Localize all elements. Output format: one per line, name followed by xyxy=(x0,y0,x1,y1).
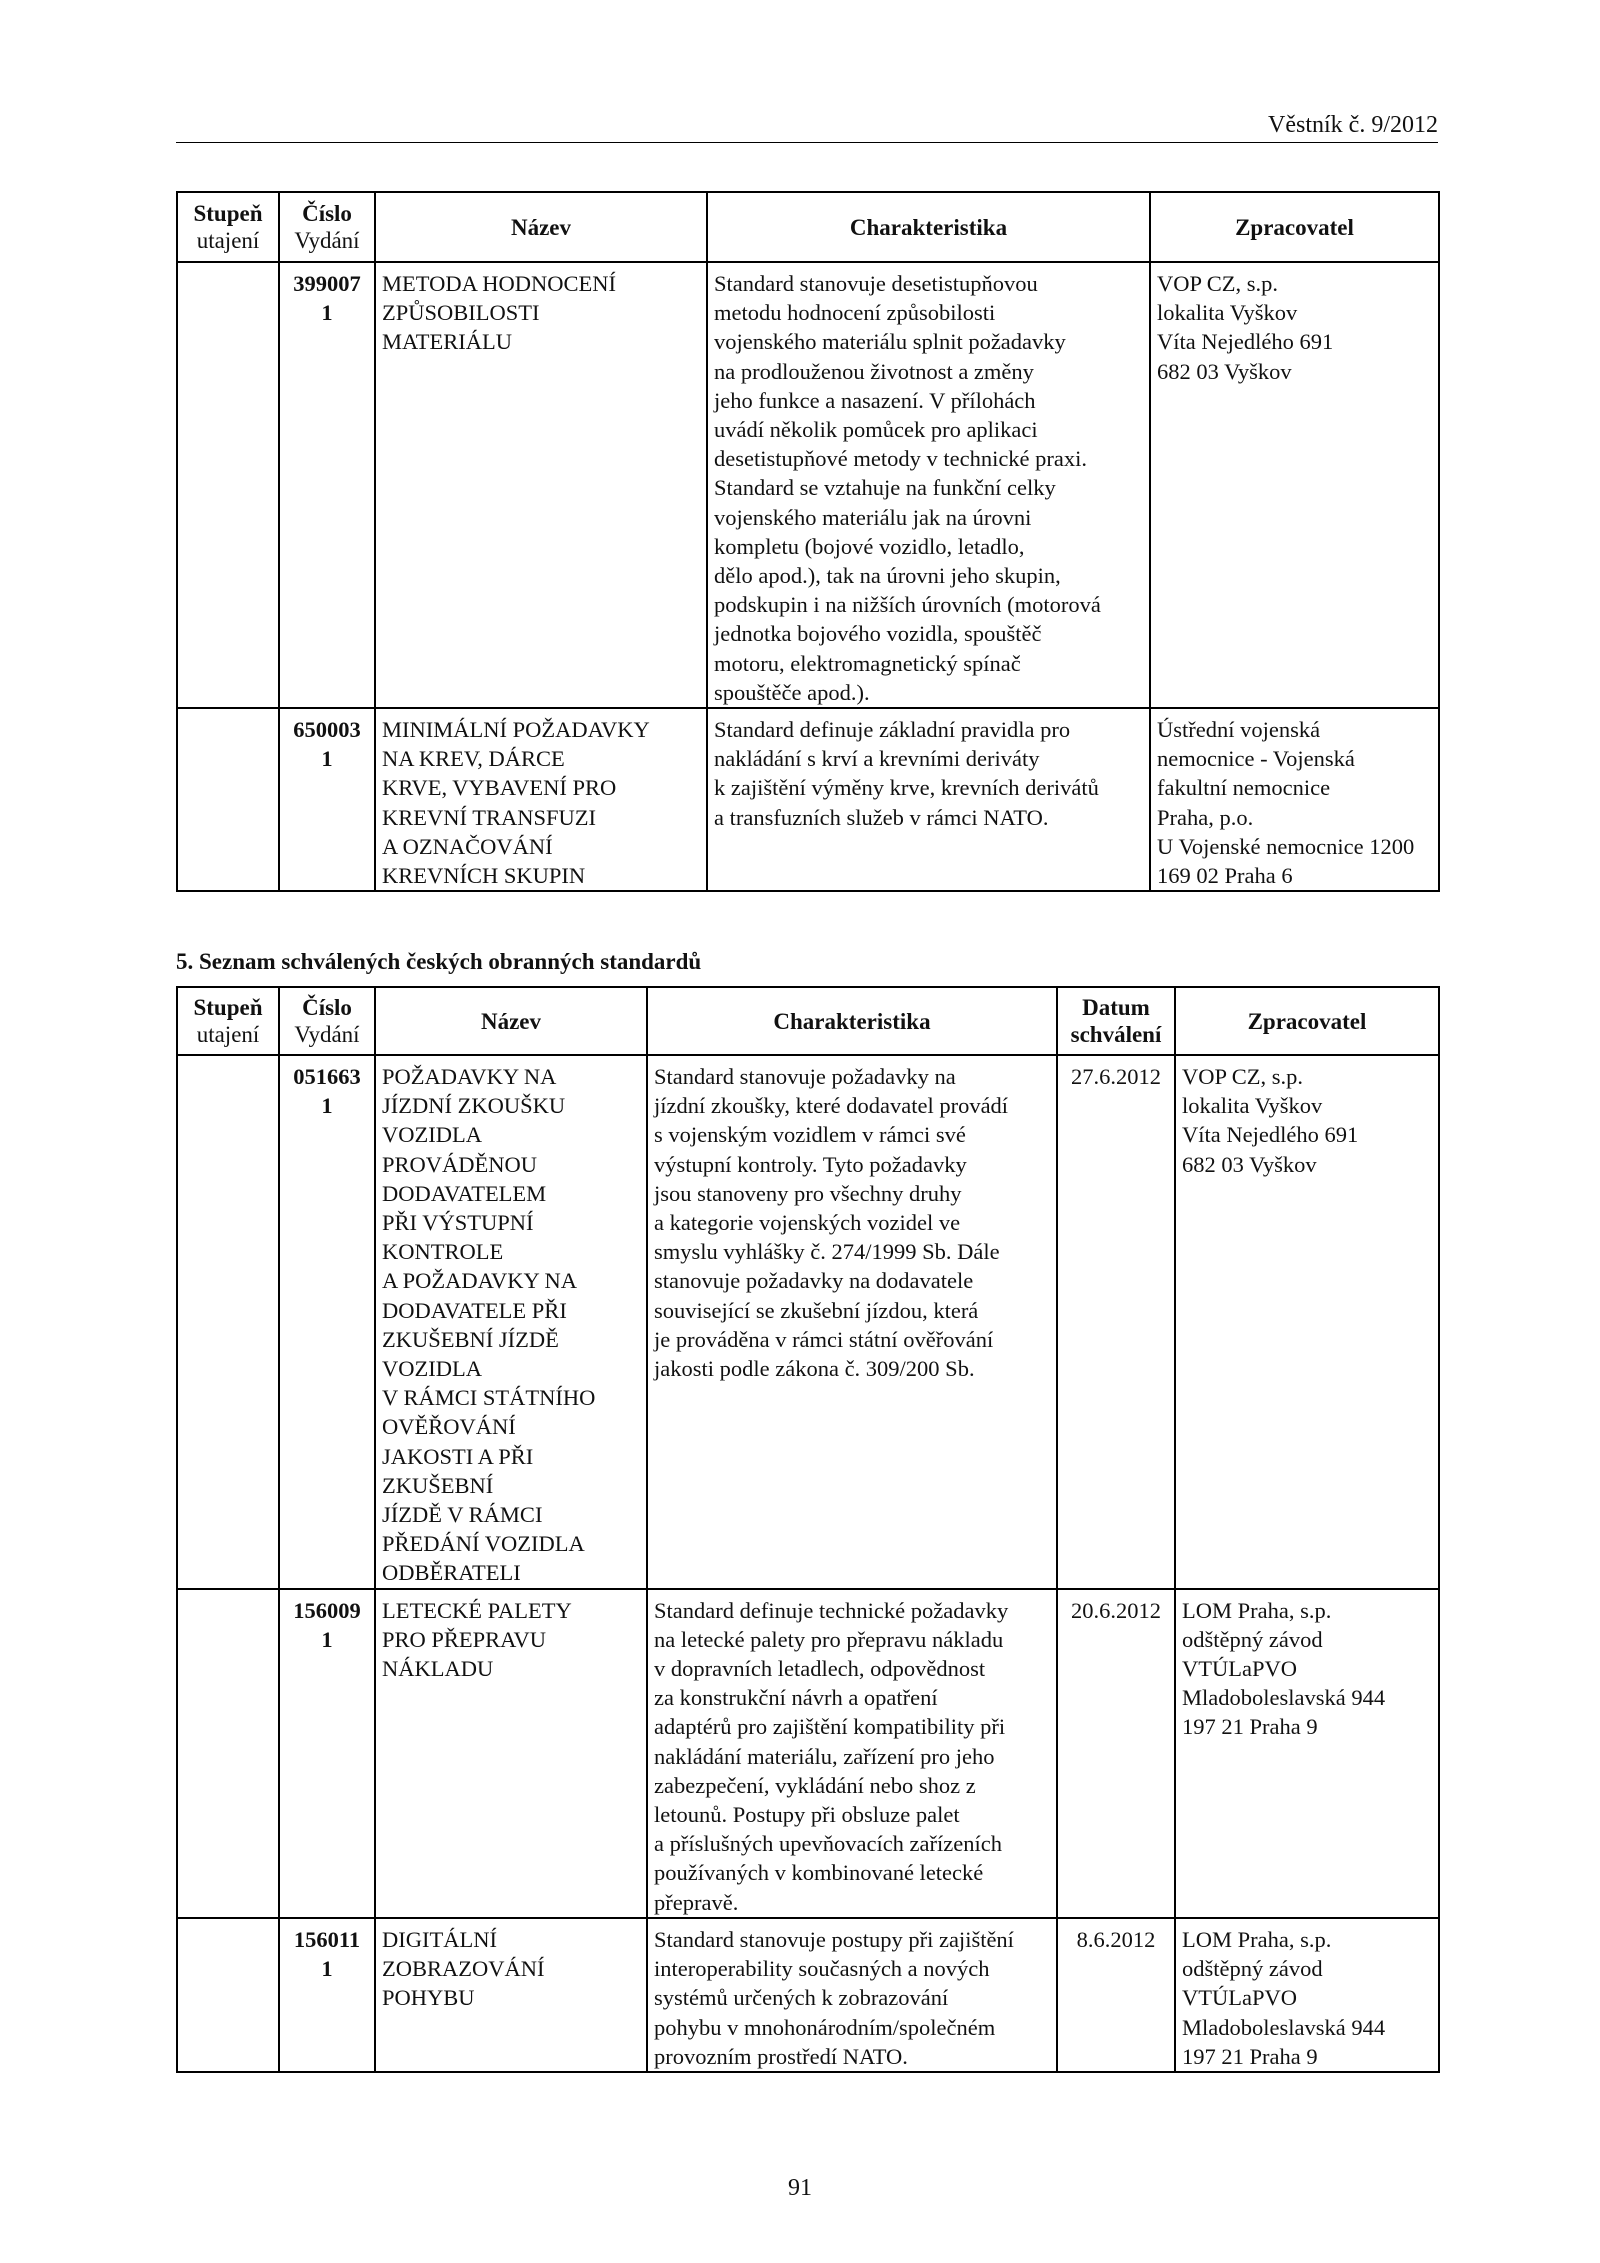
standards-table-1 xyxy=(176,191,1440,892)
zpracovatel-cell-line: odštěpný závod xyxy=(1182,1956,1323,1982)
zpracovatel-cell-line: 197 21 Praha 9 xyxy=(1182,1714,1318,1740)
section-title: 5. Seznam schválených českých obranných standardů xyxy=(176,949,702,974)
page-header xyxy=(176,110,1438,143)
zpracovatel-cell-line: lokalita Vyškov xyxy=(1157,300,1298,326)
datum-cell xyxy=(1057,1589,1175,1918)
zpracovatel-cell xyxy=(1175,1589,1439,1918)
charakteristika-cell-line: Standard stanovuje postupy při zajištění xyxy=(654,1926,1014,1952)
cislo-cell-value: 1 xyxy=(321,746,333,772)
nazev-cell-line: KRVE, VYBAVENÍ PRO xyxy=(382,775,617,801)
nazev-cell xyxy=(375,1589,647,1918)
table-row xyxy=(177,708,1439,891)
zpracovatel-cell-line: 197 21 Praha 9 xyxy=(1182,2043,1318,2069)
datum-cell-value: 27.6.2012 xyxy=(1071,1064,1161,1089)
zpracovatel-cell-line: Praha, p.o. xyxy=(1157,804,1254,830)
charakteristika-cell-line: jízdní zkoušky, které dodavatel provádí xyxy=(654,1093,1009,1119)
nazev-cell xyxy=(375,262,707,708)
col-stupen-header: Stupeň utajení xyxy=(177,192,279,262)
nazev-cell-line: POHYBU xyxy=(382,1985,475,2011)
nazev-cell-line: KREVNÍCH SKUPIN xyxy=(382,863,586,889)
charakteristika-cell-line: na letecké palety pro přepravu nákladu xyxy=(654,1626,1004,1652)
charakteristika-cell-line: a kategorie vojenských vozidel ve xyxy=(654,1210,961,1236)
charakteristika-cell-line: vojenského materiálu splnit požadavky xyxy=(714,329,1066,355)
zpracovatel-cell xyxy=(1175,1055,1439,1589)
charakteristika-cell-line: motoru, elektromagnetický spínač xyxy=(714,650,1021,676)
table-row xyxy=(177,1589,1439,1918)
page-number: 91 xyxy=(788,2175,812,2201)
zpracovatel-cell-line: VOP CZ, s.p. xyxy=(1182,1064,1304,1089)
zpracovatel-cell-line: Víta Nejedlého 691 xyxy=(1182,1122,1359,1148)
charakteristika-cell-line: za konstrukční návrh a opatření xyxy=(654,1685,938,1711)
charakteristika-cell-line: letounů. Postupy při obsluze palet xyxy=(654,1802,960,1828)
nazev-cell-line: JAKOSTI A PŘI xyxy=(382,1443,534,1469)
nazev-cell-line: ZPŮSOBILOSTI xyxy=(382,300,540,326)
zpracovatel-cell-line: VOP CZ, s.p. xyxy=(1157,271,1279,296)
nazev-cell-line: A OZNAČOVÁNÍ xyxy=(382,833,553,859)
zpracovatel-cell-line: LOM Praha, s.p. xyxy=(1182,1597,1332,1623)
cislo-cell xyxy=(279,1055,375,1589)
charakteristika-cell-line: a transfuzních služeb v rámci NATO. xyxy=(714,804,1049,830)
zpracovatel-cell-line: Ústřední vojenská xyxy=(1157,717,1321,743)
col-cislo-header: Číslo Vydání xyxy=(279,987,375,1055)
table-row xyxy=(177,262,1439,708)
zpracovatel-cell-line: VTÚLaPVO xyxy=(1182,1656,1297,1682)
charakteristika-cell-line: Standard se vztahuje na funkční celky xyxy=(714,475,1056,501)
standards-table-2 xyxy=(176,986,1440,2073)
col-zpracovatel-header: Zpracovatel xyxy=(1175,987,1439,1055)
cislo-cell-value: 1 xyxy=(321,1626,333,1652)
nazev-cell-line: ODBĚRATELI xyxy=(382,1560,521,1586)
nazev-cell-line: DODAVATELEM xyxy=(382,1180,547,1206)
col-zpracovatel-header: Zpracovatel xyxy=(1150,192,1439,262)
charakteristika-cell-line: související se zkušební jízdou, která xyxy=(654,1297,979,1323)
stupen-cell xyxy=(177,1918,279,2072)
nazev-cell-line: JÍZDNÍ ZKOUŠKU xyxy=(382,1093,566,1119)
cislo-cell-value: 051663 xyxy=(293,1064,361,1089)
charakteristika-cell-line: pohybu v mnohonárodním/společném xyxy=(654,2014,996,2040)
col-charakteristika-header: Charakteristika xyxy=(707,192,1150,262)
stupen-cell xyxy=(177,262,279,708)
charakteristika-cell xyxy=(707,708,1150,891)
col-nazev-header: Název xyxy=(375,987,647,1055)
nazev-cell-line: PŘI VÝSTUPNÍ xyxy=(382,1210,534,1236)
zpracovatel-cell-line: 682 03 Vyškov xyxy=(1157,358,1292,384)
nazev-cell xyxy=(375,708,707,891)
charakteristika-cell-line: jakosti podle zákona č. 309/200 Sb. xyxy=(654,1356,975,1382)
nazev-cell-line: JÍZDĚ V RÁMCI xyxy=(382,1502,543,1528)
charakteristika-cell-line: je prováděna v rámci státní ověřování xyxy=(654,1326,994,1352)
charakteristika-cell-line: stanovuje požadavky na dodavatele xyxy=(654,1268,974,1294)
zpracovatel-cell-line: Mladoboleslavská 944 xyxy=(1182,2014,1386,2040)
zpracovatel-cell xyxy=(1175,1918,1439,2072)
datum-cell-value: 20.6.2012 xyxy=(1071,1597,1161,1623)
charakteristika-cell-line: smyslu vyhlášky č. 274/1999 Sb. Dále xyxy=(654,1239,1000,1265)
charakteristika-cell-line: interoperability současných a nových xyxy=(654,1956,990,1982)
zpracovatel-cell-line: VTÚLaPVO xyxy=(1182,1985,1297,2011)
nazev-cell-line: ZOBRAZOVÁNÍ xyxy=(382,1956,545,1982)
charakteristika-cell-line: provozním prostředí NATO. xyxy=(654,2043,908,2069)
col-nazev-header: Název xyxy=(375,192,707,262)
charakteristika-cell-line: zabezpečení, vykládání nebo shoz z xyxy=(654,1772,976,1798)
charakteristika-cell-line: používaných v kombinované letecké xyxy=(654,1860,984,1886)
nazev-cell-line: PROVÁDĚNOU xyxy=(382,1151,538,1177)
table-row xyxy=(177,1918,1439,2072)
nazev-cell-line: DIGITÁLNÍ xyxy=(382,1926,497,1952)
col-cislo-header: Číslo Vydání xyxy=(279,192,375,262)
stupen-cell xyxy=(177,1589,279,1918)
cislo-cell xyxy=(279,1589,375,1918)
zpracovatel-cell xyxy=(1150,708,1439,891)
cislo-cell xyxy=(279,708,375,891)
charakteristika-cell-line: adaptérů pro zajištění kompatibility při xyxy=(654,1714,1006,1740)
zpracovatel-cell-line: Mladoboleslavská 944 xyxy=(1182,1685,1386,1711)
cislo-cell-value: 1 xyxy=(321,1093,333,1119)
nazev-cell-line: METODA HODNOCENÍ xyxy=(382,271,616,296)
nazev-cell-line: MINIMÁLNÍ POŽADAVKY xyxy=(382,717,650,743)
charakteristika-cell-line: Standard stanovuje desetistupňovou xyxy=(714,271,1038,296)
charakteristika-cell-line: jednotka bojového vozidla, spouštěč xyxy=(714,621,1042,647)
nazev-cell-line: VOZIDLA xyxy=(382,1122,482,1148)
charakteristika-cell-line: desetistupňové metody v technické praxi. xyxy=(714,446,1088,472)
charakteristika-cell-line: Standard stanovuje požadavky na xyxy=(654,1064,956,1089)
stupen-cell xyxy=(177,708,279,891)
stupen-cell xyxy=(177,1055,279,1589)
col-datum-header: Datum schválení xyxy=(1057,987,1175,1055)
charakteristika-cell xyxy=(647,1589,1057,1918)
charakteristika-cell-line: na prodlouženou životnost a změny xyxy=(714,358,1034,384)
col-charakteristika-header: Charakteristika xyxy=(647,987,1057,1055)
datum-cell xyxy=(1057,1918,1175,2072)
zpracovatel-cell-line: 169 02 Praha 6 xyxy=(1157,863,1293,889)
charakteristika-cell-line: podskupin i na nižších úrovních (motorová xyxy=(714,592,1101,618)
zpracovatel-cell-line: U Vojenské nemocnice 1200 xyxy=(1157,833,1415,859)
nazev-cell-line: A POŽADAVKY NA xyxy=(382,1268,578,1294)
nazev-cell-line: KREVNÍ TRANSFUZI xyxy=(382,804,596,830)
charakteristika-cell-line: a příslušných upevňovacích zařízeních xyxy=(654,1831,1002,1857)
charakteristika-cell-line: s vojenským vozidlem v rámci své xyxy=(654,1122,966,1148)
charakteristika-cell-line: v dopravních letadlech, odpovědnost xyxy=(654,1656,986,1682)
charakteristika-cell-line: spouštěče apod.). xyxy=(714,679,870,705)
charakteristika-cell-line: Standard definuje základní pravidla pro xyxy=(714,717,1071,743)
cislo-cell xyxy=(279,1918,375,2072)
charakteristika-cell-line: Standard definuje technické požadavky xyxy=(654,1597,1009,1623)
charakteristika-cell-line: přepravě. xyxy=(654,1889,739,1915)
cislo-cell-value: 156011 xyxy=(293,1926,361,1952)
charakteristika-cell-line: metodu hodnocení způsobilosti xyxy=(714,300,996,326)
cislo-cell-value: 1 xyxy=(321,1956,333,1982)
zpracovatel-cell xyxy=(1150,262,1439,708)
charakteristika-cell-line: dělo apod.), tak na úrovni jeho skupin, xyxy=(714,563,1061,589)
charakteristika-cell-line: jeho funkce a nasazení. V přílohách xyxy=(714,387,1036,413)
table-row xyxy=(177,1055,1439,1589)
zpracovatel-cell-line: LOM Praha, s.p. xyxy=(1182,1926,1332,1952)
nazev-cell-line: DODAVATELE PŘI xyxy=(382,1297,567,1323)
nazev-cell-line: LETECKÉ PALETY xyxy=(382,1597,572,1623)
nazev-cell xyxy=(375,1055,647,1589)
zpracovatel-cell-line: nemocnice - Vojenská xyxy=(1157,746,1355,772)
cislo-cell-value: 1 xyxy=(321,300,333,326)
nazev-cell-line: PRO PŘEPRAVU xyxy=(382,1626,547,1652)
zpracovatel-cell-line: odštěpný závod xyxy=(1182,1626,1323,1652)
charakteristika-cell-line: nakládání materiálu, zařízení pro jeho xyxy=(654,1743,995,1769)
nazev-cell-line: POŽADAVKY NA xyxy=(382,1064,557,1089)
datum-cell xyxy=(1057,1055,1175,1589)
col-stupen-header: Stupeň utajení xyxy=(177,987,279,1055)
zpracovatel-cell-line: 682 03 Vyškov xyxy=(1182,1151,1317,1177)
charakteristika-cell-line: vojenského materiálu jak na úrovni xyxy=(714,504,1032,530)
charakteristika-cell-line: jsou stanoveny pro všechny druhy xyxy=(654,1180,962,1206)
charakteristika-cell-line: kompletu (bojové vozidlo, letadlo, xyxy=(714,533,1025,559)
nazev-cell-line: NÁKLADU xyxy=(382,1656,494,1682)
nazev-cell-line: ZKUŠEBNÍ xyxy=(382,1472,494,1498)
zpracovatel-cell-line: Víta Nejedlého 691 xyxy=(1157,329,1334,355)
cislo-cell-value: 399007 xyxy=(293,271,361,296)
charakteristika-cell-line: nakládání s krví a krevními deriváty xyxy=(714,746,1040,772)
nazev-cell-line: PŘEDÁNÍ VOZIDLA xyxy=(382,1531,585,1557)
nazev-cell xyxy=(375,1918,647,2072)
zpracovatel-cell-line: lokalita Vyškov xyxy=(1182,1093,1323,1119)
zpracovatel-cell-line: fakultní nemocnice xyxy=(1157,775,1331,801)
datum-cell-value: 8.6.2012 xyxy=(1076,1926,1156,1952)
nazev-cell-line: MATERIÁLU xyxy=(382,329,512,355)
charakteristika-cell-line: uvádí několik pomůcek pro aplikaci xyxy=(714,417,1038,443)
nazev-cell-line: KONTROLE xyxy=(382,1239,504,1265)
charakteristika-cell-line: k zajištění výměny krve, krevních derivátů xyxy=(714,775,1099,801)
charakteristika-cell xyxy=(647,1918,1057,2072)
charakteristika-cell xyxy=(647,1055,1057,1589)
cislo-cell xyxy=(279,262,375,708)
nazev-cell-line: ZKUŠEBNÍ JÍZDĚ xyxy=(382,1326,559,1352)
charakteristika-cell-line: výstupní kontroly. Tyto požadavky xyxy=(654,1151,967,1177)
charakteristika-cell-line: systémů určených k zobrazování xyxy=(654,1985,949,2011)
cislo-cell-value: 156009 xyxy=(293,1597,361,1623)
nazev-cell-line: OVĚŘOVÁNÍ xyxy=(382,1414,516,1440)
bulletin-title: Věstník č. 9/2012 xyxy=(1268,112,1438,138)
nazev-cell-line: V RÁMCI STÁTNÍHO xyxy=(382,1385,596,1411)
nazev-cell-line: VOZIDLA xyxy=(382,1356,482,1382)
nazev-cell-line: NA KREV, DÁRCE xyxy=(382,746,565,772)
cislo-cell-value: 650003 xyxy=(293,717,361,743)
charakteristika-cell xyxy=(707,262,1150,708)
